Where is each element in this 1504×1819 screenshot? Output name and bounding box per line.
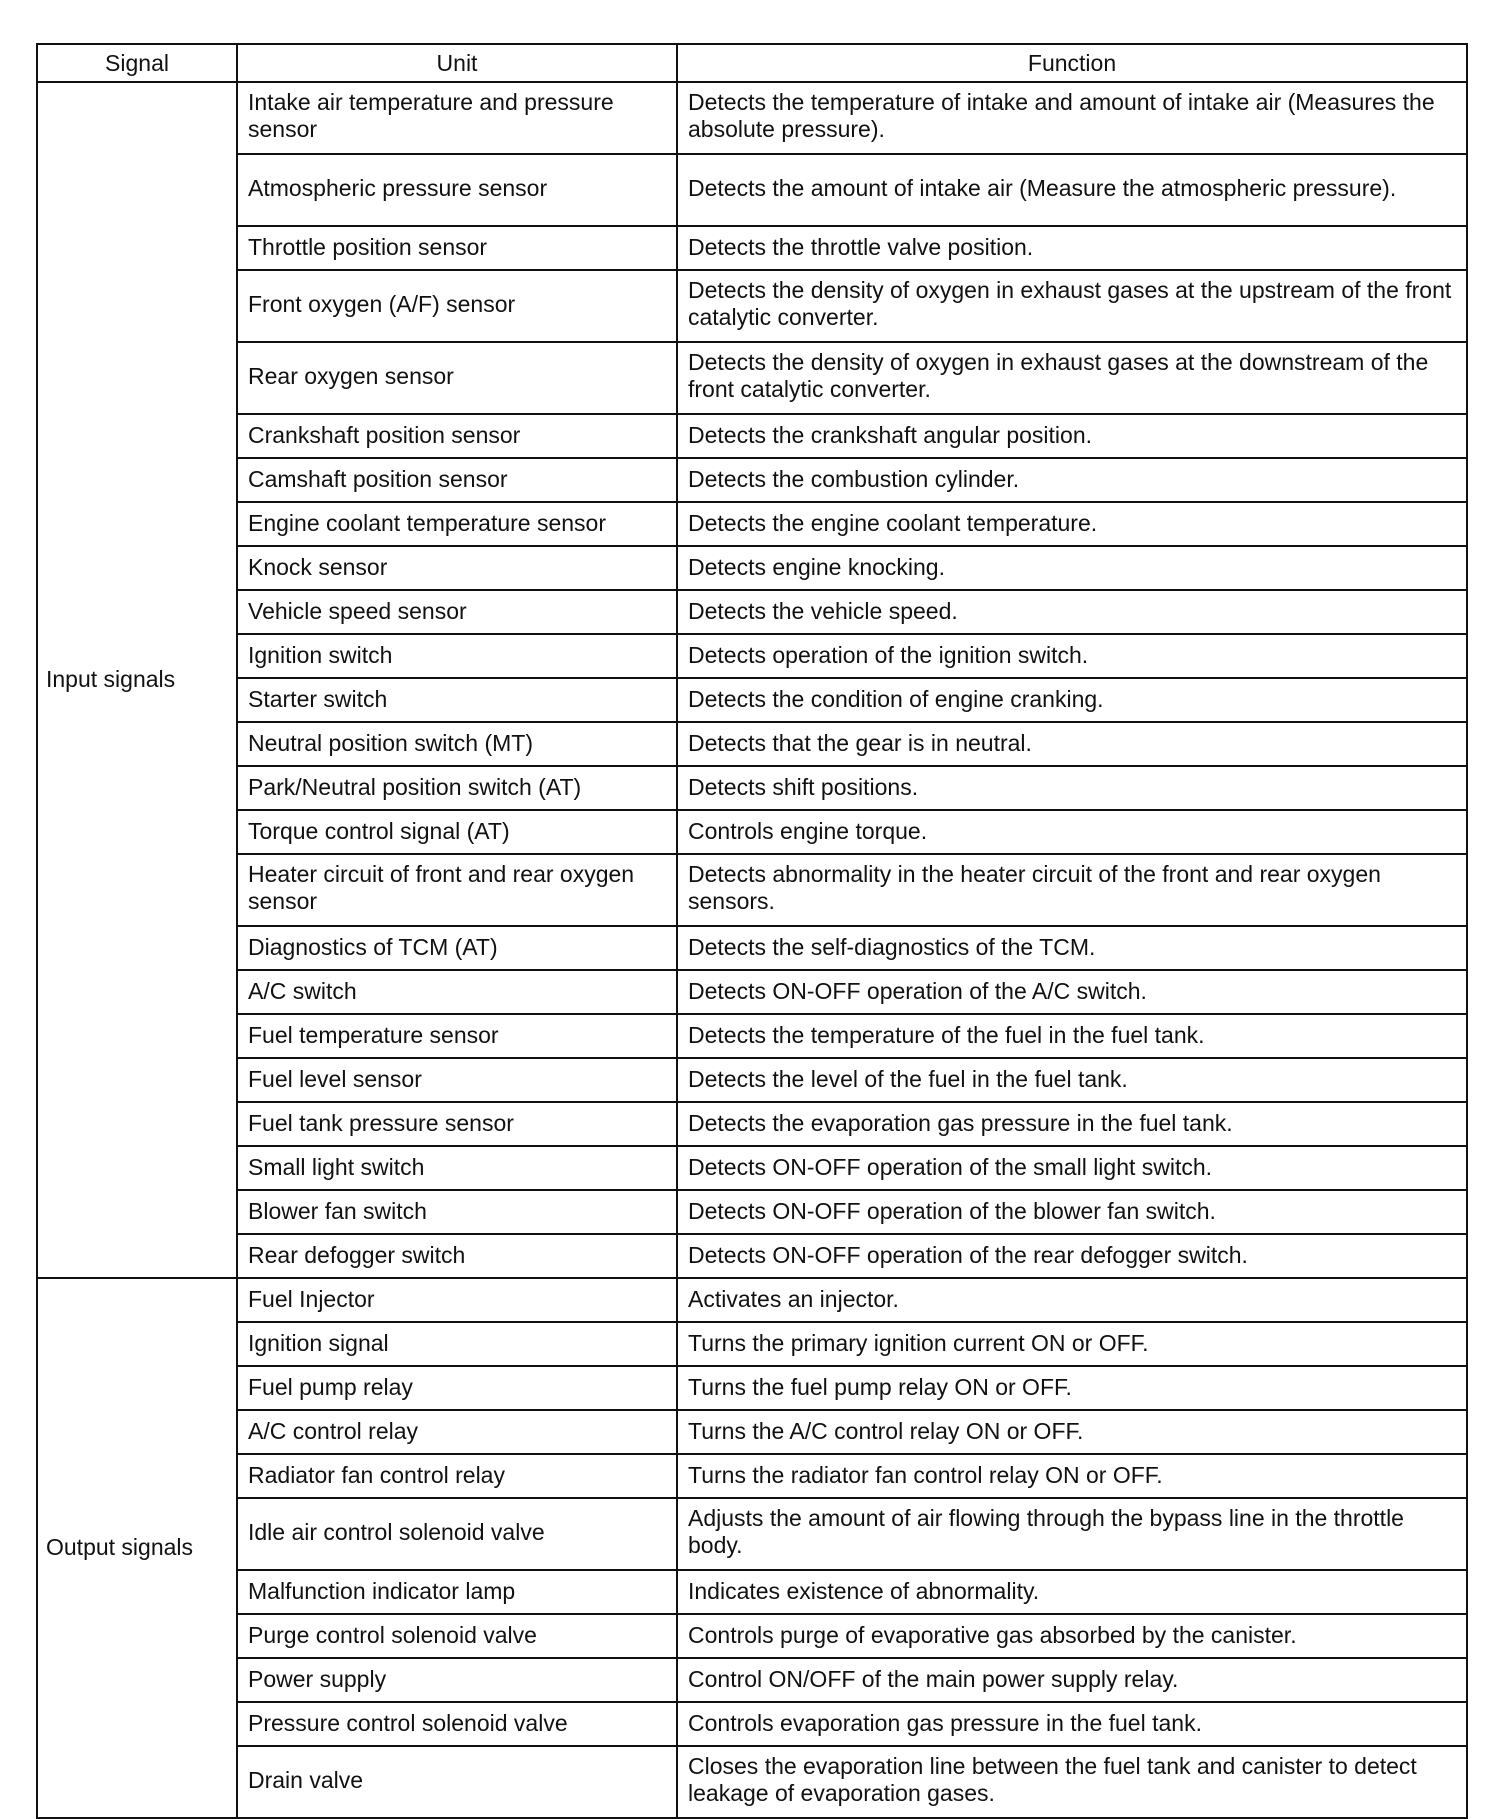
- unit-cell: Small light switch: [237, 1146, 677, 1190]
- unit-cell: Ignition signal: [237, 1322, 677, 1366]
- unit-cell: A/C control relay: [237, 1410, 677, 1454]
- function-cell: Detects the throttle valve position.: [677, 226, 1467, 270]
- unit-column-header: Unit: [237, 44, 677, 82]
- function-cell: Indicates existence of abnormality.: [677, 1570, 1467, 1614]
- unit-cell: Idle air control solenoid valve: [237, 1498, 677, 1570]
- unit-cell: Front oxygen (A/F) sensor: [237, 270, 677, 342]
- table-row: [37, 1366, 1467, 1410]
- signal-group-label: Input signals: [37, 82, 237, 1278]
- unit-cell: Park/Neutral position switch (AT): [237, 766, 677, 810]
- table-row: [37, 270, 1467, 342]
- function-cell: Detects ON-OFF operation of the A/C switch.: [677, 970, 1467, 1014]
- unit-cell: Ignition switch: [237, 634, 677, 678]
- function-cell: Adjusts the amount of air flowing through the bypass line in the throttle body.: [677, 1498, 1467, 1570]
- function-cell: Detects ON-OFF operation of the rear defogger switch.: [677, 1234, 1467, 1278]
- table-row: [37, 1014, 1467, 1058]
- unit-cell: Fuel temperature sensor: [237, 1014, 677, 1058]
- unit-cell: Intake air temperature and pressure sensor: [237, 82, 677, 154]
- function-cell: Detects engine knocking.: [677, 546, 1467, 590]
- unit-cell: Purge control solenoid valve: [237, 1614, 677, 1658]
- table-row: [37, 1498, 1467, 1570]
- unit-cell: Diagnostics of TCM (AT): [237, 926, 677, 970]
- document-page: [36, 43, 1466, 1819]
- unit-cell: Power supply: [237, 1658, 677, 1702]
- unit-cell: Drain valve: [237, 1746, 677, 1818]
- table-row: [37, 226, 1467, 270]
- function-cell: Detects operation of the ignition switch.: [677, 634, 1467, 678]
- table-row: [37, 590, 1467, 634]
- table-row: [37, 1190, 1467, 1234]
- unit-cell: Crankshaft position sensor: [237, 414, 677, 458]
- table-row: [37, 1746, 1467, 1818]
- unit-cell: Malfunction indicator lamp: [237, 1570, 677, 1614]
- unit-cell: Torque control signal (AT): [237, 810, 677, 854]
- table-row: [37, 1234, 1467, 1278]
- function-cell: Detects ON-OFF operation of the blower fan switch.: [677, 1190, 1467, 1234]
- function-cell: Closes the evaporation line between the fuel tank and canister to detect leakage of evaporation gases.: [677, 1746, 1467, 1818]
- table-row: [37, 766, 1467, 810]
- function-cell: Detects the density of oxygen in exhaust gases at the upstream of the front catalytic converter.: [677, 270, 1467, 342]
- function-cell: Detects the crankshaft angular position.: [677, 414, 1467, 458]
- unit-cell: Vehicle speed sensor: [237, 590, 677, 634]
- function-cell: Controls engine torque.: [677, 810, 1467, 854]
- unit-cell: Radiator fan control relay: [237, 1454, 677, 1498]
- unit-cell: Neutral position switch (MT): [237, 722, 677, 766]
- signal-group-label: Output signals: [37, 1278, 237, 1818]
- function-cell: Detects the amount of intake air (Measure the atmospheric pressure).: [677, 154, 1467, 226]
- table-row: [37, 1614, 1467, 1658]
- function-cell: Turns the fuel pump relay ON or OFF.: [677, 1366, 1467, 1410]
- unit-cell: Fuel level sensor: [237, 1058, 677, 1102]
- table-row: [37, 546, 1467, 590]
- signal-table: [36, 43, 1468, 1819]
- table-row: [37, 342, 1467, 414]
- table-row: [37, 502, 1467, 546]
- table-row: [37, 82, 1467, 154]
- function-cell: Detects the self-diagnostics of the TCM.: [677, 926, 1467, 970]
- function-cell: Controls purge of evaporative gas absorbed by the canister.: [677, 1614, 1467, 1658]
- function-cell: Detects shift positions.: [677, 766, 1467, 810]
- unit-cell: Rear defogger switch: [237, 1234, 677, 1278]
- unit-cell: Fuel tank pressure sensor: [237, 1102, 677, 1146]
- function-cell: Detects the density of oxygen in exhaust gases at the downstream of the front catalytic converter.: [677, 342, 1467, 414]
- table-row: [37, 1146, 1467, 1190]
- function-cell: Turns the A/C control relay ON or OFF.: [677, 1410, 1467, 1454]
- unit-cell: Rear oxygen sensor: [237, 342, 677, 414]
- unit-cell: Blower fan switch: [237, 1190, 677, 1234]
- table-row: [37, 1702, 1467, 1746]
- table-row: [37, 634, 1467, 678]
- unit-cell: Starter switch: [237, 678, 677, 722]
- function-cell: Detects the engine coolant temperature.: [677, 502, 1467, 546]
- function-column-header: Function: [677, 44, 1467, 82]
- function-cell: Detects the condition of engine cranking.: [677, 678, 1467, 722]
- table-row: [37, 970, 1467, 1014]
- table-row: [37, 1322, 1467, 1366]
- unit-cell: Throttle position sensor: [237, 226, 677, 270]
- table-row: [37, 1058, 1467, 1102]
- function-cell: Detects that the gear is in neutral.: [677, 722, 1467, 766]
- table-row: [37, 154, 1467, 226]
- function-cell: Turns the primary ignition current ON or OFF.: [677, 1322, 1467, 1366]
- function-cell: Detects the vehicle speed.: [677, 590, 1467, 634]
- table-row: [37, 1454, 1467, 1498]
- function-cell: Detects the level of the fuel in the fuel tank.: [677, 1058, 1467, 1102]
- function-cell: Controls evaporation gas pressure in the fuel tank.: [677, 1702, 1467, 1746]
- table-row: [37, 458, 1467, 502]
- unit-cell: Heater circuit of front and rear oxygen sensor: [237, 854, 677, 926]
- header-row: [37, 44, 1467, 82]
- unit-cell: Pressure control solenoid valve: [237, 1702, 677, 1746]
- table-row: [37, 1278, 1467, 1322]
- function-cell: Detects abnormality in the heater circuit of the front and rear oxygen sensors.: [677, 854, 1467, 926]
- table-row: [37, 722, 1467, 766]
- function-cell: Detects ON-OFF operation of the small light switch.: [677, 1146, 1467, 1190]
- unit-cell: Fuel Injector: [237, 1278, 677, 1322]
- unit-cell: Atmospheric pressure sensor: [237, 154, 677, 226]
- table-row: [37, 1658, 1467, 1702]
- function-cell: Detects the temperature of intake and amount of intake air (Measures the absolute pressure).: [677, 82, 1467, 154]
- signal-column-header: Signal: [37, 44, 237, 82]
- unit-cell: Knock sensor: [237, 546, 677, 590]
- table-row: [37, 1410, 1467, 1454]
- table-row: [37, 414, 1467, 458]
- unit-cell: Engine coolant temperature sensor: [237, 502, 677, 546]
- unit-cell: A/C switch: [237, 970, 677, 1014]
- function-cell: Activates an injector.: [677, 1278, 1467, 1322]
- table-body: [37, 82, 1467, 1818]
- function-cell: Detects the combustion cylinder.: [677, 458, 1467, 502]
- table-row: [37, 926, 1467, 970]
- table-row: [37, 810, 1467, 854]
- table-row: [37, 854, 1467, 926]
- function-cell: Detects the evaporation gas pressure in the fuel tank.: [677, 1102, 1467, 1146]
- unit-cell: Camshaft position sensor: [237, 458, 677, 502]
- function-cell: Control ON/OFF of the main power supply relay.: [677, 1658, 1467, 1702]
- function-cell: Turns the radiator fan control relay ON or OFF.: [677, 1454, 1467, 1498]
- function-cell: Detects the temperature of the fuel in the fuel tank.: [677, 1014, 1467, 1058]
- unit-cell: Fuel pump relay: [237, 1366, 677, 1410]
- table-row: [37, 1570, 1467, 1614]
- table-row: [37, 678, 1467, 722]
- table-row: [37, 1102, 1467, 1146]
